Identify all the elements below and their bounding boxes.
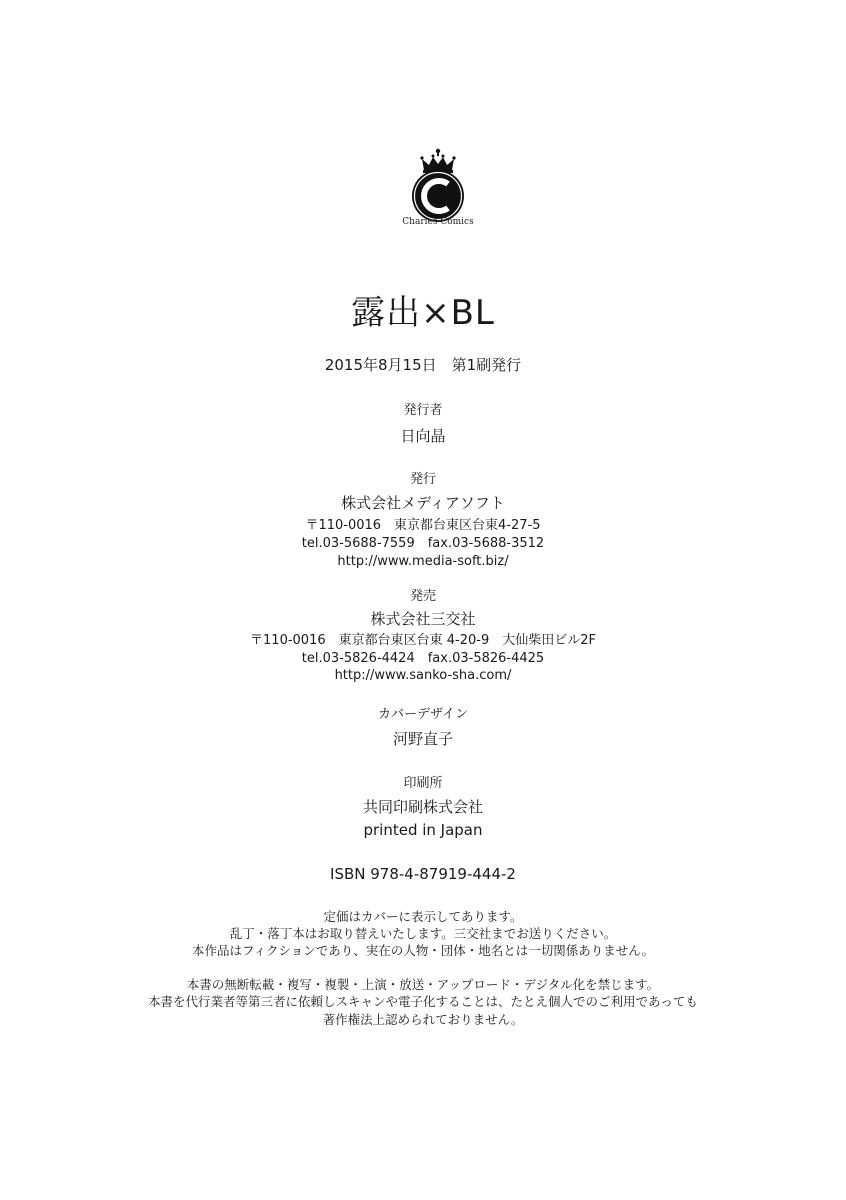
notice-line: 本作品はフィクションであり、実在の人物・団体・地名とは一切関係ありません。 (191, 943, 654, 958)
seller-address: 〒110-0016 東京都台東区台東 4-20-9 大仙柴田ビル2F (250, 633, 596, 648)
cover-design-name: 河野直子 (392, 730, 453, 748)
notice-line: 乱丁・落丁本はお取り替えいたします。三交社までお送りください。 (229, 926, 617, 941)
printer-label: 印刷所 (403, 776, 443, 791)
issuer-label: 発行 (409, 472, 436, 487)
isbn: ISBN 978-4-87919-444-2 (330, 865, 516, 883)
legal-line: 著作権法上認められておりません。 (322, 1012, 524, 1027)
legal-line: 本書を代行業者等第三者に依頼しスキャンや電子化することは、たとえ個人でのご利用であっても (148, 994, 698, 1009)
publication-date: 2015年8月15日 第1刷発行 (324, 356, 522, 374)
legal-line: 本書の無断転載・複写・複製・上演・放送・アップロード・デジタル化を禁じます。 (186, 977, 660, 992)
seller-url: http://www.sanko-sha.com/ (334, 668, 512, 683)
issuer-address: 〒110-0016 東京都台東区台東4-27-5 (305, 518, 541, 533)
notice-line: 定価はカバーに表示してあります。 (323, 909, 523, 924)
cover-design-label: カバーデザイン (377, 707, 469, 722)
issuer-phone: tel.03-5688-7559 fax.03-5688-3512 (301, 536, 545, 551)
issuer-company: 株式会社メディアソフト (341, 494, 505, 512)
printed-in-japan: printed in Japan (363, 821, 483, 839)
publisher-person-label: 発行者 (403, 403, 443, 418)
printer-company: 共同印刷株式会社 (362, 798, 483, 816)
publisher-person-name: 日向晶 (400, 427, 446, 445)
book-title: 露出×BL (351, 293, 495, 333)
issuer-url: http://www.media-soft.biz/ (337, 554, 509, 569)
seller-company: 株式会社三交社 (370, 610, 476, 628)
seller-label: 発売 (409, 589, 436, 604)
logo-label: Charles Comics (402, 217, 474, 227)
seller-phone: tel.03-5826-4424 fax.03-5826-4425 (301, 651, 545, 666)
